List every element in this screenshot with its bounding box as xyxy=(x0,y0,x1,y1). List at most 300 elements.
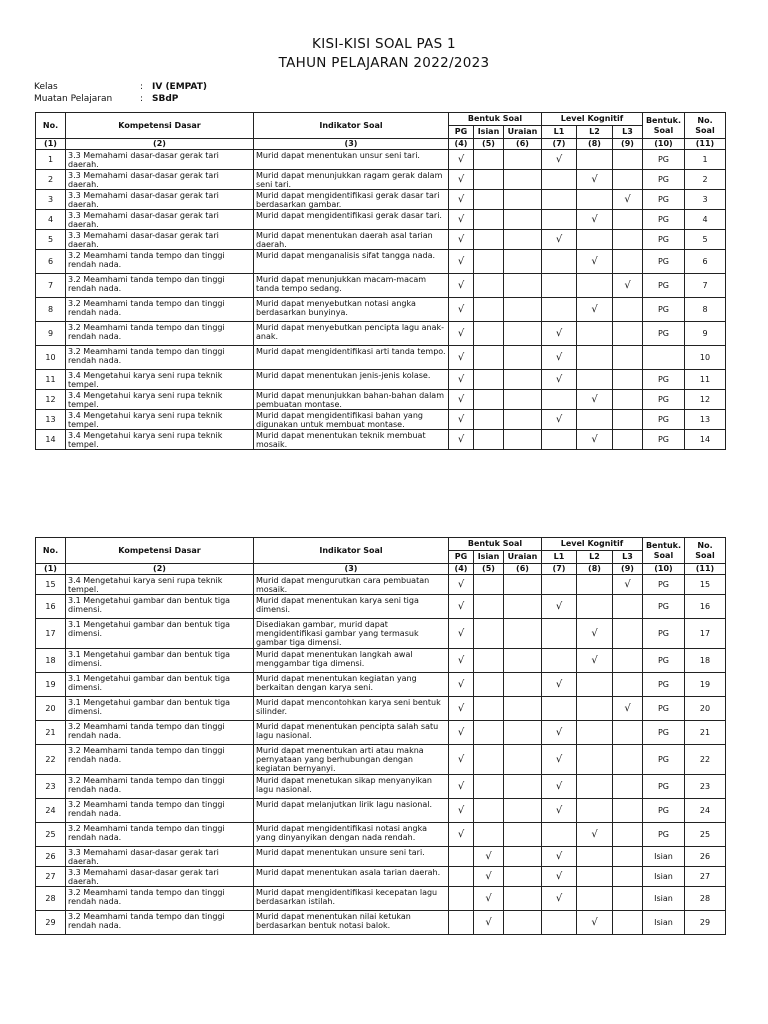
cell-no: 8 xyxy=(36,298,66,322)
cell-pg xyxy=(449,867,474,887)
cell-uraian xyxy=(504,595,542,619)
cell-pg: √ xyxy=(449,595,474,619)
cell-l1: √ xyxy=(542,410,577,430)
cell-l1 xyxy=(542,390,577,410)
meta-muatan xyxy=(34,93,178,105)
table-row xyxy=(36,575,726,595)
col-number: (11) xyxy=(685,564,726,575)
cell-l2 xyxy=(577,847,613,867)
cell-no: 17 xyxy=(36,619,66,649)
meta-kelas xyxy=(34,81,207,93)
cell-l3 xyxy=(613,430,643,450)
cell-kompetensi-dasar: 3.3 Memahami dasar-dasar gerak tari daerah. xyxy=(66,847,254,867)
cell-kompetensi-dasar: 3.1 Mengetahui gambar dan bentuk tiga dimensi. xyxy=(66,619,254,649)
kisi-table-2 xyxy=(35,537,726,935)
cell-l1 xyxy=(542,170,577,190)
cell-l3: √ xyxy=(613,190,643,210)
cell-l3 xyxy=(613,230,643,250)
header-uraian: Uraian xyxy=(504,551,542,564)
cell-indikator: Murid dapat menentukan unsure seni tari. xyxy=(254,847,449,867)
cell-indikator: Murid dapat menunjukkan ragam gerak dalam seni tari. xyxy=(254,170,449,190)
cell-l2: √ xyxy=(577,649,613,673)
cell-indikator: Murid dapat menyebutkan pencipta lagu anak-anak. xyxy=(254,322,449,346)
cell-pg: √ xyxy=(449,619,474,649)
cell-bentuk: PG xyxy=(643,190,685,210)
cell-bentuk: Isian xyxy=(643,911,685,935)
col-number: (6) xyxy=(504,139,542,150)
table-row xyxy=(36,322,726,346)
cell-l2 xyxy=(577,230,613,250)
cell-indikator: Murid dapat mengidentifikasi notasi angka yang dinyanyikan dengan nada rendah. xyxy=(254,823,449,847)
cell-no-soal: 29 xyxy=(685,911,726,935)
cell-uraian xyxy=(504,430,542,450)
meta-value: SBdP xyxy=(152,94,179,104)
cell-indikator: Murid dapat menetukan sikap menyanyikan lagu nasional. xyxy=(254,775,449,799)
cell-bentuk: PG xyxy=(643,575,685,595)
header-bentuk-soal: Bentuk Soal xyxy=(449,538,542,551)
cell-bentuk: PG xyxy=(643,210,685,230)
cell-l1: √ xyxy=(542,346,577,370)
table-row xyxy=(36,298,726,322)
cell-no: 5 xyxy=(36,230,66,250)
cell-l2 xyxy=(577,799,613,823)
cell-l3 xyxy=(613,346,643,370)
col-number: (7) xyxy=(542,564,577,575)
header-indikator: Indikator Soal xyxy=(254,538,449,564)
cell-l3 xyxy=(613,410,643,430)
cell-pg: √ xyxy=(449,298,474,322)
cell-pg: √ xyxy=(449,230,474,250)
cell-no-soal: 1 xyxy=(685,150,726,170)
cell-kompetensi-dasar: 3.2 Meamhami tanda tempo dan tinggi rendah nada. xyxy=(66,887,254,911)
cell-indikator: Murid dapat mengidentifikasi kecepatan lagu berdasarkan istilah. xyxy=(254,887,449,911)
cell-l3 xyxy=(613,370,643,390)
cell-isian xyxy=(474,170,504,190)
header-l2: L2 xyxy=(577,551,613,564)
cell-l1 xyxy=(542,274,577,298)
cell-l2: √ xyxy=(577,911,613,935)
col-number: (2) xyxy=(66,564,254,575)
cell-no: 2 xyxy=(36,170,66,190)
cell-isian xyxy=(474,673,504,697)
cell-bentuk: PG xyxy=(643,775,685,799)
cell-indikator: Murid dapat menentukan arti atau makna pernyataan yang berhubungan dengan kegiatan bernyanyi. xyxy=(254,745,449,775)
cell-uraian xyxy=(504,250,542,274)
cell-uraian xyxy=(504,575,542,595)
table-row xyxy=(36,170,726,190)
table-row xyxy=(36,390,726,410)
cell-no: 23 xyxy=(36,775,66,799)
cell-l1 xyxy=(542,649,577,673)
cell-kompetensi-dasar: 3.2 Meamhami tanda tempo dan tinggi rendah nada. xyxy=(66,274,254,298)
cell-no-soal: 5 xyxy=(685,230,726,250)
cell-l3 xyxy=(613,799,643,823)
table-row xyxy=(36,370,726,390)
cell-no-soal: 9 xyxy=(685,322,726,346)
table-row xyxy=(36,799,726,823)
cell-l2 xyxy=(577,673,613,697)
cell-no-soal: 23 xyxy=(685,775,726,799)
header-bentuk: Bentuk. Soal xyxy=(643,538,685,564)
cell-uraian xyxy=(504,867,542,887)
header-l1: L1 xyxy=(542,126,577,139)
cell-uraian xyxy=(504,210,542,230)
table-row xyxy=(36,190,726,210)
col-number: (10) xyxy=(643,139,685,150)
cell-isian xyxy=(474,190,504,210)
cell-uraian xyxy=(504,745,542,775)
cell-l1 xyxy=(542,298,577,322)
cell-l3 xyxy=(613,823,643,847)
table-row xyxy=(36,346,726,370)
cell-kompetensi-dasar: 3.3 Memahami dasar-dasar gerak tari daerah. xyxy=(66,150,254,170)
cell-no-soal: 26 xyxy=(685,847,726,867)
cell-pg: √ xyxy=(449,430,474,450)
cell-l1 xyxy=(542,823,577,847)
cell-kompetensi-dasar: 3.3 Memahami dasar-dasar gerak tari daerah. xyxy=(66,190,254,210)
cell-no-soal: 19 xyxy=(685,673,726,697)
cell-pg: √ xyxy=(449,274,474,298)
cell-uraian xyxy=(504,799,542,823)
cell-no-soal: 17 xyxy=(685,619,726,649)
table-row xyxy=(36,887,726,911)
col-number: (4) xyxy=(449,139,474,150)
col-number: (1) xyxy=(36,564,66,575)
cell-uraian xyxy=(504,230,542,250)
header-indikator: Indikator Soal xyxy=(254,113,449,139)
cell-l3 xyxy=(613,619,643,649)
cell-pg: √ xyxy=(449,775,474,799)
cell-l2: √ xyxy=(577,619,613,649)
cell-no-soal: 12 xyxy=(685,390,726,410)
cell-no-soal: 16 xyxy=(685,595,726,619)
col-number: (10) xyxy=(643,564,685,575)
cell-indikator: Murid dapat mencontohkan karya seni bentuk silinder. xyxy=(254,697,449,721)
cell-l1: √ xyxy=(542,150,577,170)
cell-isian xyxy=(474,298,504,322)
cell-l3: √ xyxy=(613,575,643,595)
cell-no: 19 xyxy=(36,673,66,697)
cell-no-soal: 7 xyxy=(685,274,726,298)
cell-l3 xyxy=(613,847,643,867)
cell-isian xyxy=(474,649,504,673)
cell-no: 16 xyxy=(36,595,66,619)
cell-l2 xyxy=(577,775,613,799)
cell-l2: √ xyxy=(577,170,613,190)
cell-indikator: Murid dapat menentukan kegiatan yang berkaitan dengan karya seni. xyxy=(254,673,449,697)
cell-uraian xyxy=(504,150,542,170)
cell-l2 xyxy=(577,370,613,390)
cell-l2: √ xyxy=(577,210,613,230)
cell-l1: √ xyxy=(542,230,577,250)
cell-kompetensi-dasar: 3.3 Memahami dasar-dasar gerak tari daerah. xyxy=(66,867,254,887)
cell-pg: √ xyxy=(449,697,474,721)
cell-no: 15 xyxy=(36,575,66,595)
cell-indikator: Murid dapat menentukan nilai ketukan berdasarkan bentuk notasi balok. xyxy=(254,911,449,935)
col-number: (8) xyxy=(577,564,613,575)
cell-kompetensi-dasar: 3.4 Mengetahui karya seni rupa teknik tempel. xyxy=(66,410,254,430)
cell-bentuk: Isian xyxy=(643,867,685,887)
cell-l3 xyxy=(613,721,643,745)
cell-no: 21 xyxy=(36,721,66,745)
cell-l2: √ xyxy=(577,298,613,322)
header-no-soal: No. Soal xyxy=(685,538,726,564)
cell-kompetensi-dasar: 3.2 Meamhami tanda tempo dan tinggi rendah nada. xyxy=(66,250,254,274)
cell-uraian xyxy=(504,823,542,847)
cell-no: 18 xyxy=(36,649,66,673)
cell-l3 xyxy=(613,673,643,697)
cell-bentuk: PG xyxy=(643,230,685,250)
cell-l1 xyxy=(542,575,577,595)
table-row xyxy=(36,867,726,887)
cell-isian xyxy=(474,575,504,595)
cell-bentuk: PG xyxy=(643,250,685,274)
header-l3: L3 xyxy=(613,551,643,564)
cell-l1 xyxy=(542,250,577,274)
cell-no-soal: 21 xyxy=(685,721,726,745)
cell-no: 28 xyxy=(36,887,66,911)
col-number: (1) xyxy=(36,139,66,150)
cell-kompetensi-dasar: 3.2 Meamhami tanda tempo dan tinggi rendah nada. xyxy=(66,298,254,322)
cell-isian xyxy=(474,322,504,346)
cell-l1 xyxy=(542,430,577,450)
cell-l1: √ xyxy=(542,799,577,823)
cell-isian xyxy=(474,274,504,298)
cell-l1: √ xyxy=(542,673,577,697)
cell-kompetensi-dasar: 3.2 Meamhami tanda tempo dan tinggi rendah nada. xyxy=(66,745,254,775)
cell-indikator: Murid dapat mengidentifikasi bahan yang digunakan untuk membuat montase. xyxy=(254,410,449,430)
cell-l3 xyxy=(613,322,643,346)
col-number: (3) xyxy=(254,564,449,575)
cell-pg: √ xyxy=(449,322,474,346)
cell-isian xyxy=(474,390,504,410)
table-row xyxy=(36,210,726,230)
cell-l3 xyxy=(613,887,643,911)
cell-l3 xyxy=(613,170,643,190)
cell-l3 xyxy=(613,390,643,410)
cell-pg: √ xyxy=(449,575,474,595)
cell-bentuk: PG xyxy=(643,170,685,190)
cell-no: 11 xyxy=(36,370,66,390)
col-number: (5) xyxy=(474,564,504,575)
header-level-kognitif: Level Kognitif xyxy=(542,538,643,551)
meta-label: Muatan Pelajaran xyxy=(34,94,113,104)
cell-indikator: Murid dapat menentukan teknik membuat mosaik. xyxy=(254,430,449,450)
table-row xyxy=(36,250,726,274)
cell-pg: √ xyxy=(449,673,474,697)
cell-uraian xyxy=(504,274,542,298)
cell-uraian xyxy=(504,697,542,721)
cell-uraian xyxy=(504,721,542,745)
cell-no-soal: 10 xyxy=(685,346,726,370)
cell-bentuk: PG xyxy=(643,697,685,721)
col-number: (2) xyxy=(66,139,254,150)
cell-pg: √ xyxy=(449,150,474,170)
cell-kompetensi-dasar: 3.3 Memahami dasar-dasar gerak tari daerah. xyxy=(66,230,254,250)
cell-kompetensi-dasar: 3.2 Meamhami tanda tempo dan tinggi rendah nada. xyxy=(66,911,254,935)
cell-no: 22 xyxy=(36,745,66,775)
table-row xyxy=(36,721,726,745)
cell-l3 xyxy=(613,298,643,322)
cell-isian xyxy=(474,697,504,721)
meta-sep: : xyxy=(140,94,144,104)
cell-l1: √ xyxy=(542,775,577,799)
cell-kompetensi-dasar: 3.3 Memahami dasar-dasar gerak tari daerah. xyxy=(66,210,254,230)
header-l3: L3 xyxy=(613,126,643,139)
cell-kompetensi-dasar: 3.2 Meamhami tanda tempo dan tinggi rendah nada. xyxy=(66,721,254,745)
cell-indikator: Murid dapat menentukan unsur seni tari. xyxy=(254,150,449,170)
cell-no-soal: 18 xyxy=(685,649,726,673)
cell-isian xyxy=(474,799,504,823)
header-l2: L2 xyxy=(577,126,613,139)
cell-l2: √ xyxy=(577,390,613,410)
header-isian: Isian xyxy=(474,551,504,564)
col-number: (9) xyxy=(613,564,643,575)
cell-l2: √ xyxy=(577,250,613,274)
cell-bentuk: PG xyxy=(643,649,685,673)
cell-l3 xyxy=(613,210,643,230)
cell-pg: √ xyxy=(449,721,474,745)
cell-uraian xyxy=(504,390,542,410)
document-title: KISI-KISI SOAL PAS 1 xyxy=(312,36,456,52)
cell-uraian xyxy=(504,619,542,649)
table-row xyxy=(36,697,726,721)
cell-no-soal: 24 xyxy=(685,799,726,823)
cell-pg: √ xyxy=(449,250,474,274)
cell-bentuk: PG xyxy=(643,370,685,390)
cell-l3 xyxy=(613,649,643,673)
cell-bentuk: PG xyxy=(643,721,685,745)
cell-no-soal: 28 xyxy=(685,887,726,911)
cell-no: 29 xyxy=(36,911,66,935)
cell-no: 13 xyxy=(36,410,66,430)
cell-no: 25 xyxy=(36,823,66,847)
cell-l2: √ xyxy=(577,823,613,847)
cell-uraian xyxy=(504,911,542,935)
cell-l1 xyxy=(542,190,577,210)
cell-l1: √ xyxy=(542,745,577,775)
table-row xyxy=(36,847,726,867)
col-number: (4) xyxy=(449,564,474,575)
cell-uraian xyxy=(504,775,542,799)
cell-isian xyxy=(474,721,504,745)
meta-sep: : xyxy=(140,82,144,92)
header-pg: PG xyxy=(449,126,474,139)
header-kompetensi-dasar: Kompetensi Dasar xyxy=(66,113,254,139)
cell-l2 xyxy=(577,867,613,887)
cell-indikator: Murid dapat menyebutkan notasi angka berdasarkan bunyinya. xyxy=(254,298,449,322)
cell-l3 xyxy=(613,595,643,619)
cell-pg xyxy=(449,911,474,935)
cell-bentuk: PG xyxy=(643,322,685,346)
header-no: No. xyxy=(36,113,66,139)
cell-l3 xyxy=(613,250,643,274)
cell-no: 1 xyxy=(36,150,66,170)
col-number: (9) xyxy=(613,139,643,150)
cell-no-soal: 11 xyxy=(685,370,726,390)
cell-kompetensi-dasar: 3.1 Mengetahui gambar dan bentuk tiga dimensi. xyxy=(66,595,254,619)
cell-indikator: Murid dapat menganalisis sifat tangga nada. xyxy=(254,250,449,274)
cell-l3 xyxy=(613,775,643,799)
cell-uraian xyxy=(504,298,542,322)
cell-pg: √ xyxy=(449,170,474,190)
table-row xyxy=(36,150,726,170)
cell-isian xyxy=(474,346,504,370)
table-row xyxy=(36,775,726,799)
cell-l1 xyxy=(542,911,577,935)
cell-bentuk: PG xyxy=(643,150,685,170)
cell-l2 xyxy=(577,697,613,721)
cell-isian xyxy=(474,745,504,775)
cell-indikator: Murid dapat menentukan langkah awal menggambar tiga dimensi. xyxy=(254,649,449,673)
cell-no: 9 xyxy=(36,322,66,346)
cell-indikator: Murid dapat menentukan karya seni tiga dimensi. xyxy=(254,595,449,619)
cell-no-soal: 4 xyxy=(685,210,726,230)
cell-no-soal: 8 xyxy=(685,298,726,322)
cell-no-soal: 6 xyxy=(685,250,726,274)
cell-no: 4 xyxy=(36,210,66,230)
cell-pg: √ xyxy=(449,745,474,775)
cell-pg: √ xyxy=(449,390,474,410)
document-subtitle: TAHUN PELAJARAN 2022/2023 xyxy=(278,55,490,71)
header-level-kognitif: Level Kognitif xyxy=(542,113,643,126)
cell-kompetensi-dasar: 3.1 Mengetahui gambar dan bentuk tiga dimensi. xyxy=(66,649,254,673)
cell-isian: √ xyxy=(474,911,504,935)
cell-uraian xyxy=(504,410,542,430)
cell-kompetensi-dasar: 3.4 Mengetahui karya seni rupa teknik tempel. xyxy=(66,430,254,450)
cell-kompetensi-dasar: 3.2 Meamhami tanda tempo dan tinggi rendah nada. xyxy=(66,346,254,370)
header-kompetensi-dasar: Kompetensi Dasar xyxy=(66,538,254,564)
table-row xyxy=(36,274,726,298)
cell-no: 12 xyxy=(36,390,66,410)
cell-indikator: Murid dapat menunjukkan bahan-bahan dalam pembuatan montase. xyxy=(254,390,449,410)
cell-bentuk: PG xyxy=(643,595,685,619)
meta-label: Kelas xyxy=(34,82,58,92)
table-row xyxy=(36,430,726,450)
cell-no: 20 xyxy=(36,697,66,721)
cell-indikator: Murid dapat menentukan jenis-jenis kolase. xyxy=(254,370,449,390)
table-row xyxy=(36,595,726,619)
col-number: (3) xyxy=(254,139,449,150)
cell-no-soal: 14 xyxy=(685,430,726,450)
cell-no: 14 xyxy=(36,430,66,450)
cell-l2 xyxy=(577,575,613,595)
cell-pg xyxy=(449,847,474,867)
header-no: No. xyxy=(36,538,66,564)
cell-l2 xyxy=(577,150,613,170)
cell-uraian xyxy=(504,847,542,867)
cell-uraian xyxy=(504,673,542,697)
cell-bentuk: PG xyxy=(643,298,685,322)
cell-l3: √ xyxy=(613,274,643,298)
cell-indikator: Murid dapat menentukan pencipta salah satu lagu nasional. xyxy=(254,721,449,745)
table-row xyxy=(36,410,726,430)
table-row xyxy=(36,649,726,673)
cell-isian: √ xyxy=(474,867,504,887)
table-body xyxy=(36,575,726,935)
cell-l2 xyxy=(577,595,613,619)
cell-l1 xyxy=(542,697,577,721)
cell-bentuk: PG xyxy=(643,673,685,697)
cell-l1: √ xyxy=(542,721,577,745)
cell-isian xyxy=(474,410,504,430)
cell-isian xyxy=(474,619,504,649)
cell-no: 3 xyxy=(36,190,66,210)
cell-uraian xyxy=(504,346,542,370)
cell-bentuk: PG xyxy=(643,410,685,430)
cell-indikator: Murid dapat mengidentifikasi arti tanda tempo. xyxy=(254,346,449,370)
table-body xyxy=(36,150,726,450)
